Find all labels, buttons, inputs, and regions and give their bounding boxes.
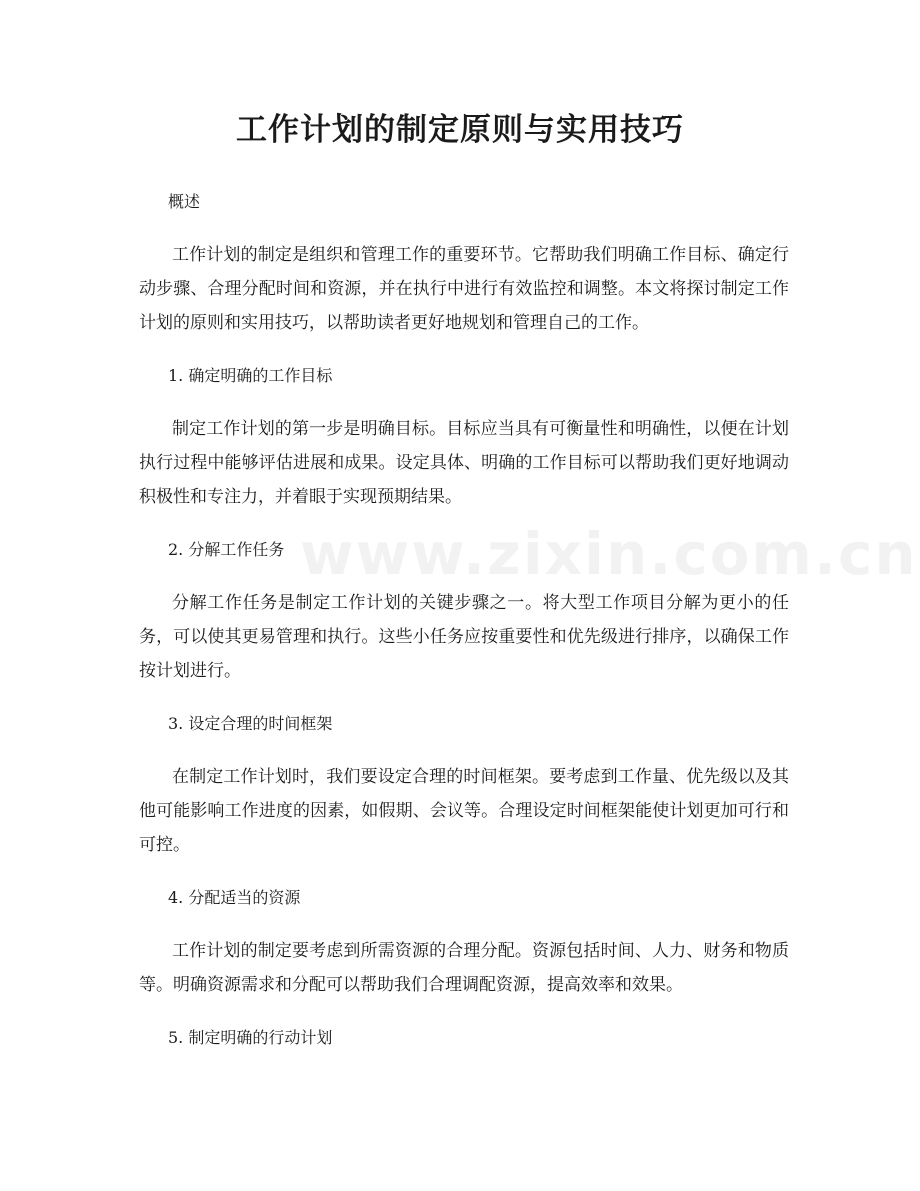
page-title: 工作计划的制定原则与实用技巧 bbox=[236, 112, 684, 148]
section-heading-5: 5. 制定明确的行动计划 bbox=[168, 1028, 333, 1047]
section-paragraph-4: 工作计划的制定要考虑到所需资源的合理分配。资源包括时间、人力、财务和物质等。明确资源需求和分配可以帮助我们合理调配资源，提高效率和效果。 bbox=[139, 941, 789, 995]
section-heading-3: 3. 设定合理的时间框架 bbox=[168, 714, 333, 733]
section-heading-1: 1. 确定明确的工作目标 bbox=[168, 366, 333, 385]
section-paragraph-overview: 工作计划的制定是组织和管理工作的重要环节。它帮助我们明确工作目标、确定行动步骤、合理分配时间和资源，并在执行中进行有效监控和调整。本文将探讨制定工作计划的原则和实用技巧，以帮助读者更好地规划和管理自己的工作。 bbox=[139, 245, 789, 333]
section-heading-overview: 概述 bbox=[168, 192, 201, 211]
watermark: www.zixin.com.cn bbox=[300, 520, 918, 588]
section-heading-4: 4. 分配适当的资源 bbox=[168, 888, 301, 907]
section-paragraph-1: 制定工作计划的第一步是明确目标。目标应当具有可衡量性和明确性，以便在计划执行过程中能够评估进展和成果。设定具体、明确的工作目标可以帮助我们更好地调动积极性和专注力，并着眼于实现预期结果。 bbox=[139, 419, 789, 507]
section-paragraph-2: 分解工作任务是制定工作计划的关键步骤之一。将大型工作项目分解为更小的任务，可以使其更易管理和执行。这些小任务应按重要性和优先级进行排序，以确保工作按计划进行。 bbox=[139, 593, 789, 681]
section-heading-2: 2. 分解工作任务 bbox=[168, 540, 285, 559]
document-body bbox=[139, 186, 918, 1054]
section-paragraph-3: 在制定工作计划时，我们要设定合理的时间框架。要考虑到工作量、优先级以及其他可能影响工作进度的因素，如假期、会议等。合理设定时间框架能使计划更加可行和可控。 bbox=[139, 767, 789, 855]
